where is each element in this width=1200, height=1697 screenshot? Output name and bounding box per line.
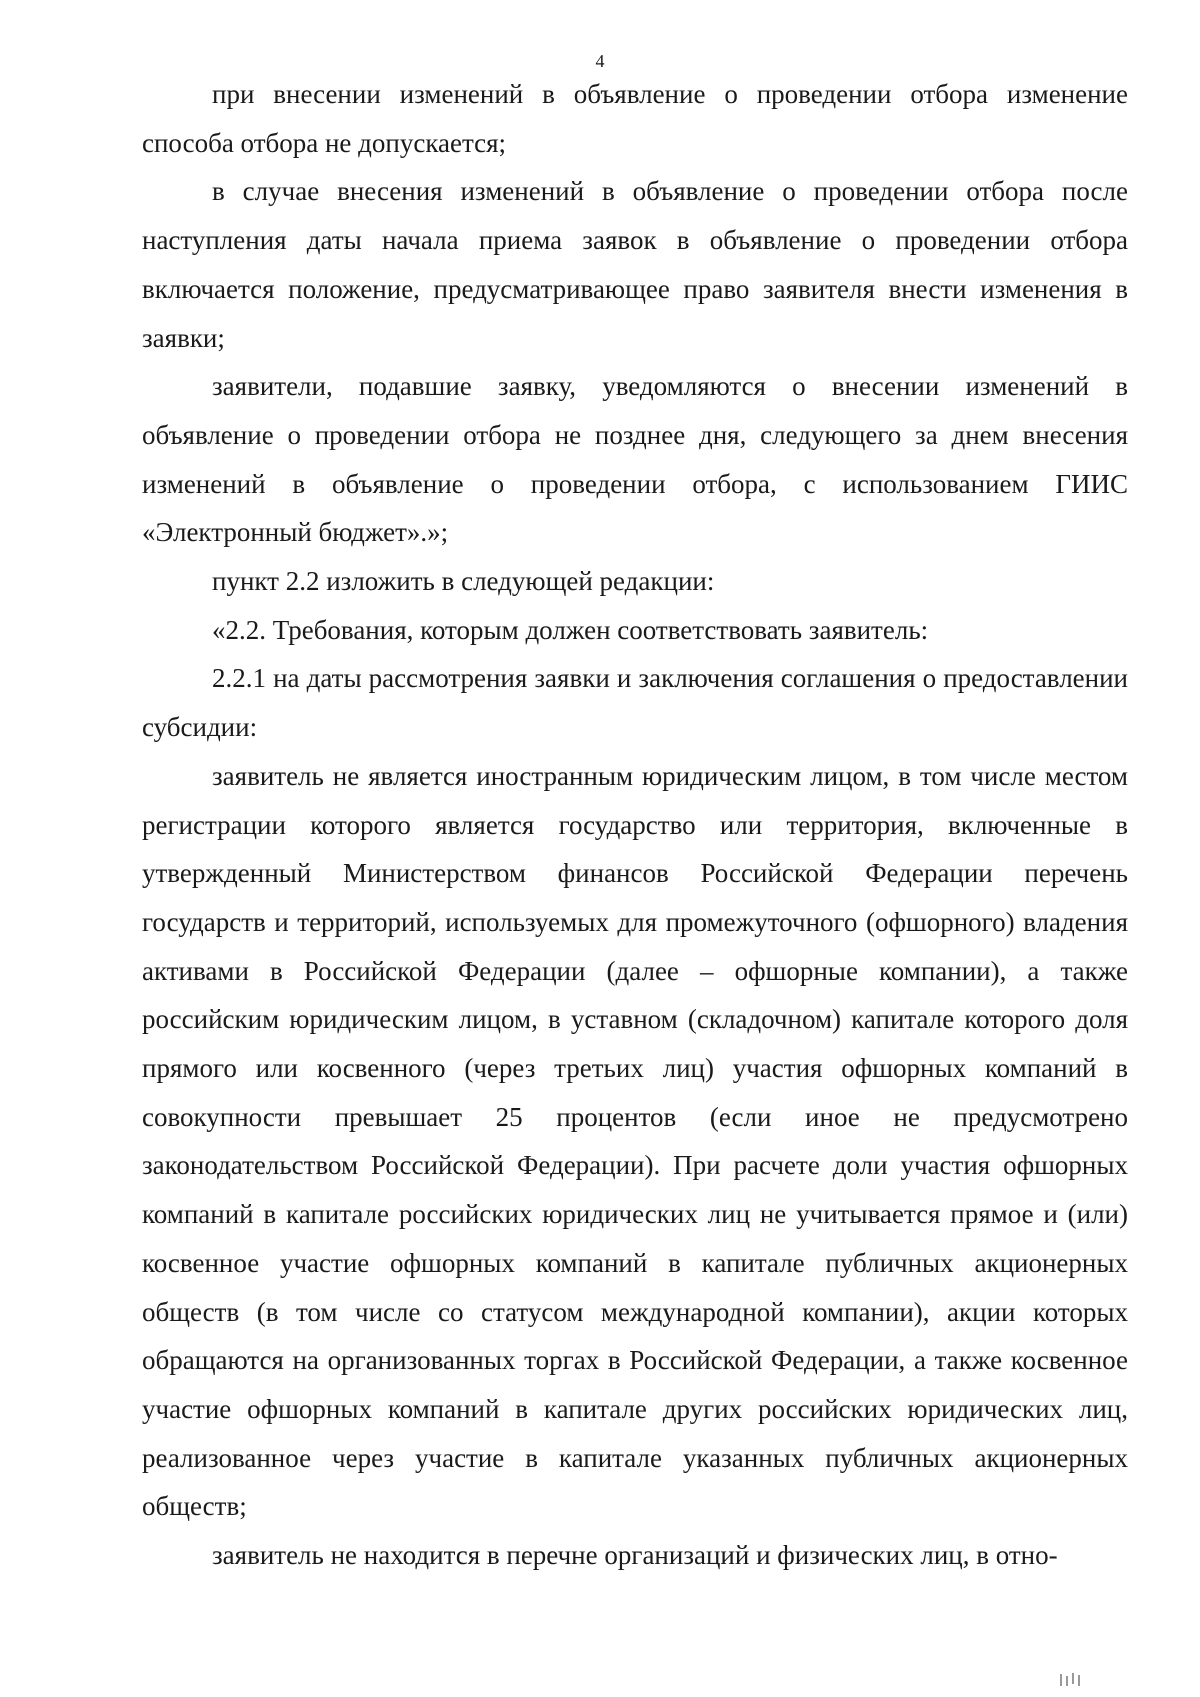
paragraph-offer-change-method: при внесении изменений в объявление о проведении отбора изменение способа отбора не допускается; <box>142 79 1128 158</box>
paragraph-clause-2-2-intro: пункт 2.2 изложить в следующей редакции: <box>212 566 715 597</box>
scan-mark-decoration <box>1058 1672 1086 1688</box>
paragraph-clause-2-2-1: 2.2.1 на даты рассмотрения заявки и заключения соглашения о предоставлении субсидии: <box>142 663 1128 743</box>
paragraph-applicants-notification: заявители, подавшие заявку, уведомляются о внесении изменений в объявление о проведении отбора не позднее дня, следующего за днем внесения изменений в объявление о проведении отбора, с использованием ГИИС «Электронный бюджет».»; <box>142 371 1128 548</box>
paragraph-sanctions-list: заявитель не находится в перечне организаций и физических лиц, в отно- <box>212 1540 1058 1571</box>
document-body <box>142 70 1128 1580</box>
paragraph-offshore-requirement: заявитель не является иностранным юридическим лицом, в том числе местом регистрации которого является государство или территория, включенные в утвержденный Министерством финансов Российской Федерации перечень государств и территорий, используемых для промежуточного (офшорного) владения активами в Российской Федерации (далее – офшорные компании), а также российским юридическим лицом, в уставном (складочном) капитале которого доля прямого или косвенного (через третьих лиц) участия офшорных компаний в совокупности превышает 25 процентов (если иное не предусмотрено законодательством Российской Федерации). При расчете доли участия офшорных компаний в капитале российских юридических лиц не учитывается прямое и (или) косвенное участие офшорных компаний в капитале публичных акционерных обществ (в том числе со статусом международной компании), акции которых обращаются на организованных торгах в Российской Федерации, а также косвенное участие офшорных компаний в капитале других российских юридических лиц, реализованное через участие в капитале указанных публичных акционерных обществ; <box>142 760 1128 1522</box>
paragraph-requirements-heading: «2.2. Требования, которым должен соответствовать заявитель: <box>212 614 929 645</box>
paragraph-offer-change-after-start: в случае внесения изменений в объявление о проведении отбора после наступления даты начала приема заявок в объявление о проведении отбора включается положение, предусматривающее право заявителя внести изменения в заявки; <box>142 176 1128 353</box>
page-number: 4 <box>595 51 605 71</box>
